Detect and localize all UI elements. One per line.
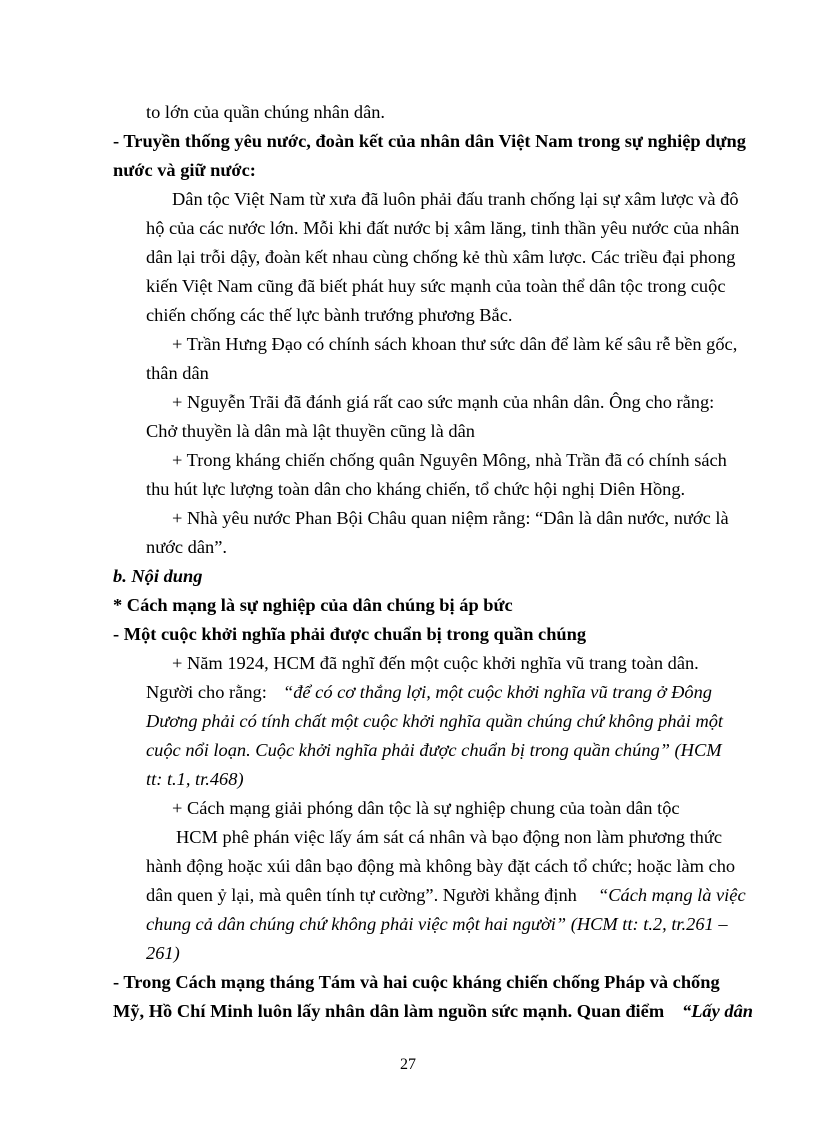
quote-line: Dương phải có tính chất một cuộc khởi nghĩa quần chúng chứ không phải một	[146, 711, 724, 731]
quote-line: tt: t.1, tr.468)	[146, 769, 244, 789]
text-line: to lớn của quần chúng nhân dân.	[146, 102, 386, 122]
bullet-line: + Trần Hưng Đạo có chính sách khoan thư sức dân để làm kế sâu rễ bền gốc,	[172, 334, 738, 354]
text-line: HCM phê phán việc lấy ám sát cá nhân và bạo động non làm phương thức	[176, 827, 722, 847]
page-number: 27	[400, 1056, 416, 1073]
text-line: Dân tộc Việt Nam từ xưa đã luôn phải đấu tranh chống lại sự xâm lược và đô	[172, 189, 739, 209]
quote-line: cuộc nổi loạn. Cuộc khởi nghĩa phải được chuẩn bị trong quần chúng” (HCM	[146, 740, 722, 760]
text-line: dân lại trỗi dậy, đoàn kết nhau cùng chống kẻ thù xâm lược. Các triều đại phong	[146, 247, 736, 267]
text-line: Người cho rằng:	[146, 682, 267, 702]
text-line: Chở thuyền là dân mà lật thuyền cũng là dân	[146, 421, 475, 441]
quote-line: 261)	[146, 943, 180, 963]
heading-line: nước và giữ nước:	[113, 160, 256, 180]
bullet-line: + Năm 1924, HCM đã nghĩ đến một cuộc khởi nghĩa vũ trang toàn dân.	[172, 653, 699, 673]
heading-line: * Cách mạng là sự nghiệp của dân chúng bị áp bức	[113, 595, 513, 615]
quote-line: “Cách mạng là việc	[598, 885, 746, 905]
text-line: dân quen ỷ lại, mà quên tính tự cường”. Người khẳng định	[146, 885, 577, 905]
text-line: chiến chống các thế lực bành trướng phương Bắc.	[146, 305, 513, 325]
quote-line: chung cả dân chúng chứ không phải việc một hai người” (HCM tt: t.2, tr.261 –	[146, 914, 728, 934]
heading-line: - Trong Cách mạng tháng Tám và hai cuộc kháng chiến chống Pháp và chống	[113, 972, 720, 992]
bullet-line: + Trong kháng chiến chống quân Nguyên Mông, nhà Trần đã có chính sách	[172, 450, 727, 470]
text-line: thân dân	[146, 363, 209, 383]
text-line: nước dân”.	[146, 537, 227, 557]
quote-line: “để có cơ thắng lợi, một cuộc khởi nghĩa vũ trang ở Đông	[283, 682, 712, 702]
section-heading: b. Nội dung	[113, 566, 203, 586]
heading-line: - Một cuộc khởi nghĩa phải được chuẩn bị trong quần chúng	[113, 624, 587, 644]
bullet-line: + Nguyễn Trãi đã đánh giá rất cao sức mạnh của nhân dân. Ông cho rằng:	[172, 392, 715, 412]
bullet-line: + Nhà yêu nước Phan Bội Châu quan niệm rằng: “Dân là dân nước, nước là	[172, 508, 729, 528]
text-line: hộ của các nước lớn. Mỗi khi đất nước bị xâm lăng, tinh thần yêu nước của nhân	[146, 218, 740, 238]
text-line: kiến Việt Nam cũng đã biết phát huy sức mạnh của toàn thể dân tộc trong cuộc	[146, 276, 726, 296]
text-line: thu hút lực lượng toàn dân cho kháng chiến, tổ chức hội nghị Diên Hồng.	[146, 479, 686, 499]
heading-line: - Truyền thống yêu nước, đoàn kết của nhân dân Việt Nam trong sự nghiệp dựng	[113, 131, 746, 151]
bullet-line: + Cách mạng giải phóng dân tộc là sự nghiệp chung của toàn dân tộc	[172, 798, 680, 818]
quote-line: “Lấy dân	[682, 1001, 754, 1021]
text-line: hành động hoặc xúi dân bạo động mà không bày đặt cách tổ chức; hoặc làm cho	[146, 856, 736, 876]
heading-line: Mỹ, Hồ Chí Minh luôn lấy nhân dân làm nguồn sức mạnh. Quan điểm	[113, 1001, 665, 1021]
